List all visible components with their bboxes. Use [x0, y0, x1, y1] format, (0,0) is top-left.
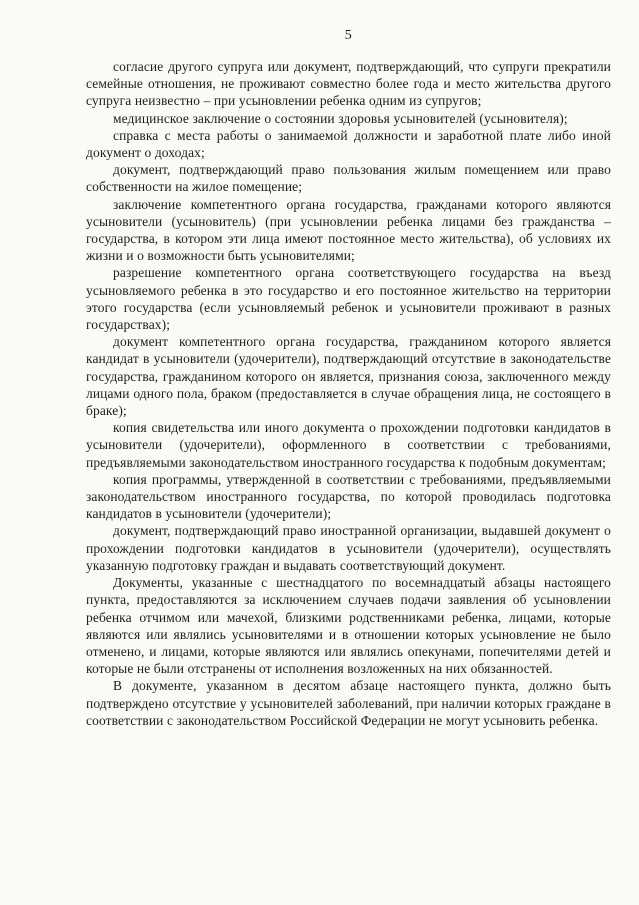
paragraph: медицинское заключение о состоянии здоровья усыновителей (усыновителя); — [113, 110, 568, 126]
document-text — [86, 58, 611, 729]
paragraph: копия свидетельства или иного документа о прохождении подготовки кандидатов в усыновители (удочерители), оформленного в соответствии с требованиями, предъявляемыми законодательством иностранного государства к подобным документам; — [86, 420, 611, 470]
paragraph: разрешение компетентного органа соответствующего государства на въезд усыновляемого ребенка в это государство и его постоянное жительство на территории этого государства (если усыновляемый ребенок и усыновители проживают в разных государствах); — [86, 265, 611, 333]
paragraph: согласие другого супруга или документ, подтверждающий, что супруги прекратили семейные отношения, не проживают совместно более года и место жительства другого супруга неизвестно – при усыновлении ребенка одним из супругов; — [86, 59, 611, 109]
paragraph: копия программы, утвержденной в соответствии с требованиями, предъявляемыми законодательством иностранного государства, по которой проводилась подготовка кандидатов в усыновители (удочерители); — [86, 471, 611, 522]
paragraph: документ, подтверждающий право иностранной организации, выдавшей документ о прохождении подготовки кандидатов в усыновители (удочерители), осуществлять указанную подготовку граждан и выдавать соответствующий документ. — [86, 523, 611, 573]
paragraph: документ компетентного органа государства, гражданином которого является кандидат в усыновители (удочерители), подтверждающий отсутствие в законодательстве государства, гражданином которого он является, признания союза, заключенного между лицами одного пола, браком (предоставляется в случае обращения лица, не состоящего в браке); — [86, 334, 611, 419]
paragraph: документ, подтверждающий право пользования жилым помещением или право собственности на жилое помещение; — [86, 162, 611, 195]
page-number: 5 — [344, 28, 353, 43]
paragraph: В документе, указанном в десятом абзаце настоящего пункта, должно быть подтверждено отсутствие у усыновителей заболеваний, при наличии которых граждане в соответствии с законодательством Российской Федерации не могут усыновить ребенка. — [86, 678, 611, 728]
paragraph: Документы, указанные с шестнадцатого по восемнадцатый абзацы настоящего пункта, предоставляются за исключением случаев подачи заявления об усыновлении ребенка отчимом или мачехой, близкими родственниками ребенка, лицами, которые являются или являлись усыновителями и в отношении которых усыновление не было отменено, и лицами, которые являются или являлись опекунами, попечителями детей и которые не были отстранены от исполнения возложенных на них обязанностей. — [86, 575, 611, 677]
paragraph: заключение компетентного органа государства, гражданами которого являются усыновители (усыновитель) (при усыновлении ребенка лицами без гражданства – государства, в котором эти лица имеют постоянное место жительства), об условиях их жизни и о возможности быть усыновителями; — [86, 196, 611, 264]
paragraph: справка с места работы о занимаемой должности и заработной плате либо иной документ о доходах; — [86, 127, 611, 161]
